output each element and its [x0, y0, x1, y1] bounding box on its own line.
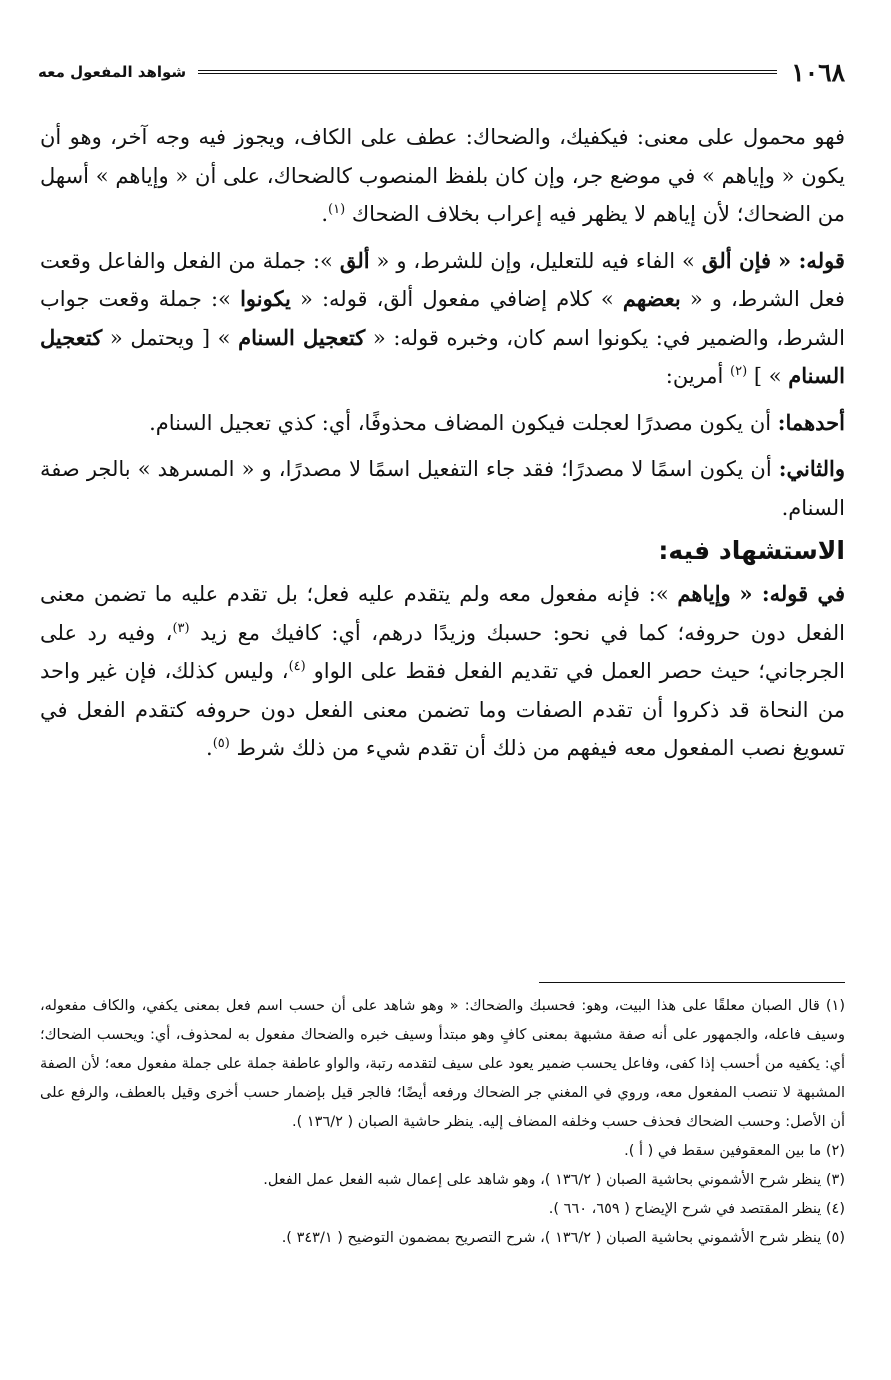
- paragraph-3: [40, 404, 845, 443]
- footnote-5: (٥) ينظر شرح الأشموني بحاشية الصبان ( ١٣٦/٢ )، شرح التصريح بمضمون التوضيح ( ٣٤٣/١ ).: [281, 1230, 845, 1246]
- paragraph-3-text: أن يكون مصدرًا لعجلت فيكون المضاف محذوفًا، أي: كذي تعجيل السنام.: [149, 410, 772, 435]
- bold-term: فإن ألق: [701, 247, 772, 273]
- text-run: » كلام إضافي مفعول ألق، قوله: «: [300, 287, 614, 311]
- text-run: .: [206, 736, 213, 760]
- paragraph-1: [40, 118, 845, 234]
- paragraph-4: [40, 450, 845, 527]
- paragraph-4-text: أن يكون اسمًا لا مصدرًا؛ فقد جاء التفعيل اسمًا لا مصدرًا، و « المسرهد » بالجر صفة السنام.: [40, 457, 845, 520]
- text-run: » الفاء فيه للتعليل، وإن للشرط، و «: [376, 248, 695, 273]
- text-run: »: جملة من الفعل والفاعل وقعت فعل الشرط، و «: [40, 248, 845, 311]
- text-run: »: جملة وقعت جواب الشرط، والضمير في: يكونوا اسم كان، وخبره قوله: «: [40, 287, 846, 350]
- text-run: ، وليس كذلك، فإن غير واحد من النحاة قد ذكروا أن تقدم الصفات وما تضمن معنى الفعل دون حروفه كتقدم الفعل في تسويغ نصب المفعول معه فيفهم من ذلك أن تقدم شيء من ذلك شرط: [40, 659, 845, 760]
- text-run: » [ ويحتمل «: [109, 325, 231, 350]
- footnote-ref-3[interactable]: (٣): [172, 620, 190, 636]
- text-run: ، وفيه رد على الجرجاني؛ حيث حصر العمل في تقديم الفعل فقط على الواو: [40, 620, 845, 683]
- text-run: »: فإنه مفعول معه ولم يتقدم عليه فعل؛ بل تقدم عليه ما تضمن معنى الفعل دون حروفه؛ كما في نحو: حسبك وزيدًا درهم، أي: كافيك مع زيد: [40, 582, 845, 645]
- bold-term: وإياهم: [677, 581, 731, 606]
- bold-term: ألق: [339, 247, 370, 273]
- main-text: [40, 118, 845, 768]
- footnote-separator: [539, 982, 845, 983]
- footnote-4: (٤) ينظر المقتصد في شرح الإيضاح ( ٦٥٩، ٦٦٠ ).: [548, 1201, 845, 1217]
- quote-open: قوله: «: [777, 247, 845, 273]
- footnote-ref-4[interactable]: (٤): [288, 659, 306, 674]
- footnote-ref-5[interactable]: (٥): [212, 736, 230, 751]
- bold-term: كتعجيل السنام: [238, 324, 366, 350]
- header-rule: [198, 70, 777, 74]
- running-header: [38, 54, 845, 90]
- footnote-ref-1[interactable]: (١): [328, 202, 346, 217]
- footnote-2: (٢) ما بين المعقوفين سقط في ( أ ).: [624, 1143, 845, 1159]
- running-title: شواهد المفعول معه: [38, 63, 187, 81]
- paragraph-4-label: والثاني:: [778, 456, 845, 481]
- footnote-ref-2[interactable]: (٢): [730, 364, 748, 379]
- page-number: ١٠٦٨: [791, 57, 845, 87]
- paragraph-5: [40, 575, 845, 768]
- footnotes: [40, 992, 845, 1253]
- text-run: » ]: [753, 364, 782, 388]
- bold-term: كتعجيل السنام: [40, 324, 845, 388]
- footnote-3: (٣) ينظر شرح الأشموني بحاشية الصبان ( ١٣٦/٢ )، وهو شاهد على إعمال شبه الفعل عمل الفعل.: [263, 1172, 845, 1188]
- paragraph-1-end: .: [321, 202, 329, 226]
- bold-term: يكونوا: [240, 286, 291, 311]
- footnote-1: (١) قال الصبان معلقًا على هذا البيت، وهو: فحسبك والضحاك: « وهو شاهد على أن حسب اسم فعل بمعنى يكفي، والكاف مفعوله، وسيف فاعله، والجمهور على أنه صفة مشبهة بمعنى كافٍ وهو مبتدأ وسيف خبره والضحاك مفعول به لمحذوف، أي: ويحسب الضحاك؛ أي: يكفيه من أحسب إذا كفى، وفاعل يحسب ضمير يعود على سيف لتقدمه رتبة، والواو عاطفة جملة على جملة مفعول معه؛ لأن الصفة المشبهة لا تنصب المفعول معه، وروي في المغني جر الضحاك ورفعه أيضًا؛ فالجر قيل بإضمار حسب أخرى وقيل بالعطف، والرفع على أن الأصل: وحسب الضحاك فحذف حسب وخلفه المضاف إليه. ينظر حاشية الصبان ( ١٣٦/٢ ).: [40, 998, 845, 1130]
- text-run: أمرين:: [665, 364, 724, 388]
- paragraph-1-text: فهو محمول على معنى: فيكفيك، والضحاك: عطف على الكاف، ويجوز فيه وجه آخر، وهو أن يكون « وإياهم » في موضع جر، وإن كان بلفظ المنصوب كالضحاك، على أن « وإياهم » أسهل من الضحاك؛ لأن إياهم لا يظهر فيه إعراب بخلاف الضحاك: [40, 125, 845, 226]
- paragraph-3-label: أحدهما:: [777, 409, 845, 435]
- section-heading: الاستشهاد فيه:: [658, 536, 845, 565]
- quote-open: في قوله: «: [739, 581, 846, 606]
- paragraph-2: [40, 242, 845, 396]
- bold-term: بعضهم: [622, 286, 681, 311]
